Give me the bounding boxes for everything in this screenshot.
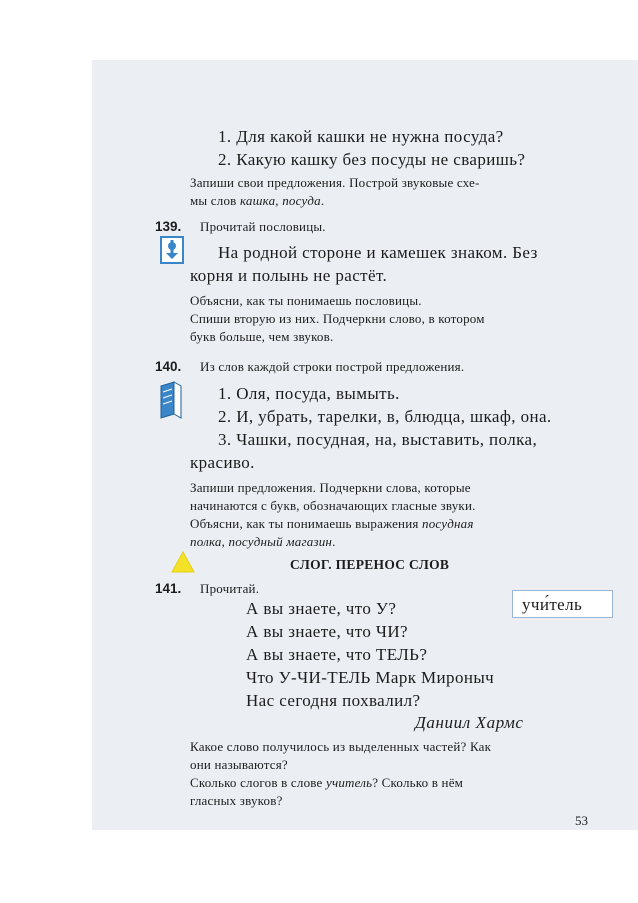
exercise-141-instruction: Прочитай. <box>200 581 260 596</box>
exercise-141-question-line-3 <box>190 776 463 789</box>
section-heading: СЛОГ. ПЕРЕНОС СЛОВ <box>290 557 450 572</box>
door-hinge-icon <box>160 236 184 264</box>
exercise-141-question-line-4: гласных звуков? <box>190 793 283 808</box>
exercise-140-period: . <box>332 534 336 549</box>
page-number: 53 <box>575 813 588 828</box>
proverb-line-1: На родной стороне и камешек знаком. Без <box>218 243 538 262</box>
poem-line-4: Что У-ЧИ-ТЕЛЬ Марк Мироныч <box>246 668 495 687</box>
notebook-icon <box>158 380 184 420</box>
exercise-140-task-text: Объясни, как ты понимаешь выражения <box>190 516 422 531</box>
exercise-140-task-line-3 <box>190 517 474 530</box>
vocabulary-word-box <box>512 590 613 618</box>
exercise-139-task-line-3: букв больше, чем звуков. <box>190 329 334 344</box>
exercise-140-phrase-1: посудная <box>422 516 474 531</box>
exercise-140-item-3: 3. Чашки, посудная, на, выставить, полка, <box>218 430 538 449</box>
exercise-139-instruction: Прочитай пословицы. <box>200 219 326 234</box>
exercise-140-item-3-continued: красиво. <box>190 453 255 472</box>
poem-line-5: Нас сегодня похвалил? <box>246 691 421 710</box>
exercise-140-instruction: Из слов каждой строки построй предложения. <box>200 359 465 374</box>
riddle-line-2: 2. Какую кашку без посуды не сваришь? <box>218 150 526 169</box>
riddle-task-words: кашка, посуда <box>239 193 321 208</box>
riddle-task-period: . <box>320 193 325 208</box>
exercise-140-task-line-2: начинаются с букв, обозначающих гласные звуки. <box>190 498 476 513</box>
poem-line-3: А вы знаете, что ТЕЛЬ? <box>246 645 428 664</box>
question-text-start: Сколько слогов в слове <box>190 775 326 790</box>
poem-line-2: А вы знаете, что ЧИ? <box>246 622 408 641</box>
question-text-end: ? Сколько в нём <box>372 775 464 790</box>
question-word: учитель <box>325 775 373 790</box>
riddle-task-text: мы слов <box>190 193 240 208</box>
poem-author: Даниил Хармс <box>415 713 524 732</box>
exercise-140-task-line-4 <box>190 535 336 548</box>
proverb-line-2: корня и полынь не растёт. <box>190 266 388 285</box>
exercise-139-task-line-1: Объясни, как ты понимаешь пословицы. <box>190 293 422 308</box>
triangle-icon <box>170 550 196 574</box>
poem-line-1: А вы знаете, что У? <box>246 599 397 618</box>
riddle-line-1: 1. Для какой кашки не нужна посуда? <box>218 127 504 146</box>
exercise-139-number: 139. <box>155 219 182 234</box>
exercise-141-question-line-2: они называются? <box>190 757 288 772</box>
exercise-140-task-line-1: Запиши предложения. Подчеркни слова, которые <box>190 480 471 495</box>
riddle-task-line-2 <box>190 194 324 207</box>
vocabulary-word: учи́тель <box>522 595 583 614</box>
exercise-141-number: 141. <box>155 581 182 596</box>
exercise-140-number: 140. <box>155 359 182 374</box>
exercise-140-phrase-2: полка, посудный магазин <box>190 534 333 549</box>
exercise-141-question-line-1: Какое слово получилось из выделенных частей? Как <box>190 739 492 754</box>
exercise-140-item-2: 2. И, убрать, тарелки, в, блюдца, шкаф, она. <box>218 407 552 426</box>
exercise-140-item-1: 1. Оля, посуда, вымыть. <box>218 384 400 403</box>
riddle-task-line-1: Запиши свои предложения. Построй звуковые схе- <box>190 175 480 190</box>
exercise-139-task-line-2: Спиши вторую из них. Подчеркни слово, в котором <box>190 311 485 326</box>
